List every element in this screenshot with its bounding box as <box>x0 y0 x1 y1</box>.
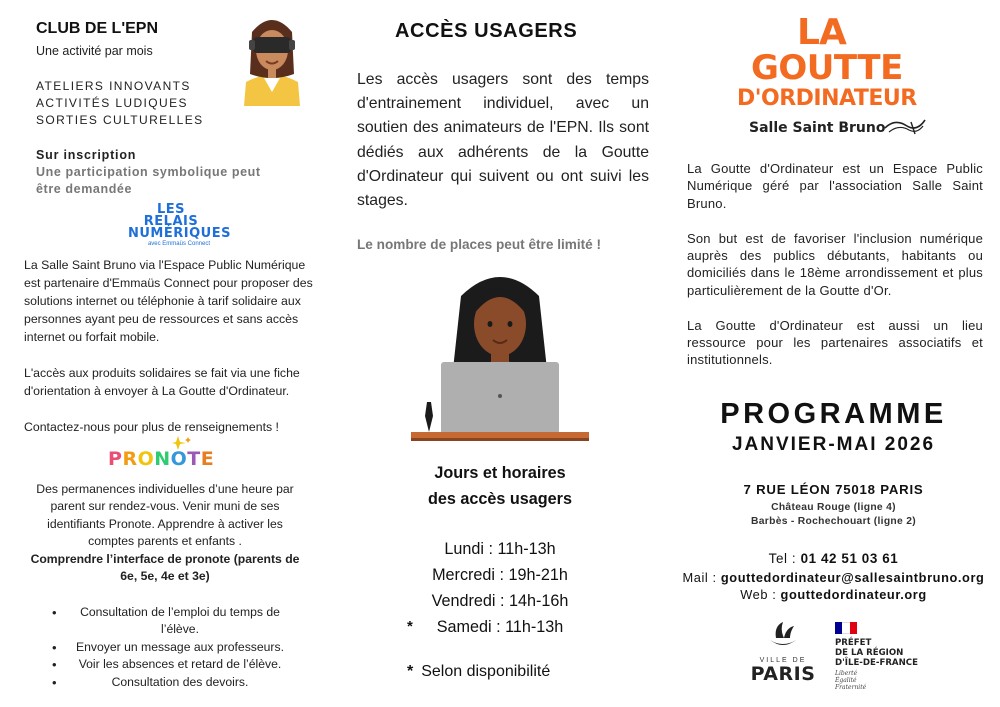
schedule-row-text: Samedi : 11h-13h <box>436 618 564 636</box>
club-title: CLUB DE L'EPN <box>36 20 159 37</box>
address: 7 RUE LÉON 75018 PARIS <box>743 482 924 497</box>
motto-line: Égalité <box>835 677 857 684</box>
relais-numeriques-logo <box>128 202 231 250</box>
pronote-intro: Des permanences individuelles d’une heure par parent sur rendez-vous. Venir muni de ses identifiants Pronote. Apprendre à activer les comptes parents et enfants . <box>36 482 294 549</box>
contact-email <box>667 570 1000 585</box>
pronote-feature-item: • Consultation des devoirs. <box>30 674 300 691</box>
places-limited-note: Le nombre de places peut être limité ! <box>357 237 601 252</box>
paris-ship-icon <box>766 620 800 650</box>
website-link[interactable]: gouttedordinateur.org <box>780 587 927 602</box>
availability-note <box>407 663 550 681</box>
paris-logo-name: PARIS <box>750 663 816 685</box>
pronote-letter: R <box>122 448 138 470</box>
swoosh-icon <box>883 116 927 138</box>
pronote-description <box>30 481 300 585</box>
vr-headset-avatar-illustration <box>240 12 304 106</box>
association-intro-text <box>687 160 983 386</box>
web-label: Web : <box>740 587 781 602</box>
pronote-letter: O <box>137 448 155 470</box>
woman-at-laptop-illustration <box>411 266 589 446</box>
pronote-letter: T <box>187 448 201 470</box>
logo-word-la: LA <box>797 12 846 53</box>
contact-website <box>667 587 1000 602</box>
contact-phone <box>667 551 1000 566</box>
availability-text: Selon disponibilité <box>421 663 551 680</box>
schedule-row: Lundi : 11h-13h <box>444 540 556 558</box>
prefet-line: PRÉFET <box>835 638 872 648</box>
pronote-features-list <box>30 604 300 691</box>
phone-value[interactable]: 01 42 51 03 61 <box>800 551 899 566</box>
ville-de-paris-logo <box>747 620 819 692</box>
left-panel <box>0 0 333 707</box>
schedule-row: Vendredi : 14h-16h <box>431 592 569 610</box>
pronote-logo <box>108 438 218 474</box>
email-link[interactable]: gouttedordinateur@sallesaintbruno.org <box>720 570 985 585</box>
programme-title: PROGRAMME <box>720 398 947 430</box>
club-subtitle: Une activité par mois <box>36 44 153 58</box>
schedule-title-line: des accès usagers <box>428 490 572 508</box>
inscription-note: Une participation symbolique peut être demandée <box>36 165 261 196</box>
schedule-title <box>333 460 667 512</box>
pronote-feature-item: • Voir les absences et retard de l’élève. <box>30 656 300 673</box>
prefet-motto <box>835 670 866 691</box>
asterisk-mark: * <box>407 663 414 680</box>
partner-paragraph: La Salle Saint Bruno via l'Espace Public Numérique est partenaire d'Emmaüs Connect pour proposer des solutions internet ou téléphonie à tarif solidaire aux personnes ayant peu de ressources et sans accès internet ou forfait mobile. <box>24 258 313 344</box>
pronote-letter: O <box>170 448 188 470</box>
french-flag-icon <box>835 622 857 634</box>
club-activity-item: ACTIVITÉS LUDIQUES <box>36 96 188 110</box>
partner-paragraph: L'accès aux produits solidaires se fait via une fiche d'orientation à envoyer à La Goutte d'Ordinateur. <box>24 366 300 398</box>
pronote-letter: N <box>154 448 171 470</box>
intro-paragraph: La Goutte d'Ordinateur est un Espace Public Numérique géré par l'association Salle Saint Bruno. <box>687 161 983 211</box>
pronote-bold-heading: Comprendre l’interface de pronote (parents de 6e, 5e, 4e et 3e) <box>30 551 300 584</box>
prefet-text <box>835 638 918 668</box>
right-panel <box>667 0 1000 707</box>
relais-logo-line: NUMÉRIQUES <box>128 226 231 241</box>
acces-usagers-title: ACCÈS USAGERS <box>395 20 578 42</box>
phone-label: Tel : <box>768 551 801 566</box>
email-label: Mail : <box>682 570 721 585</box>
relais-logo-small: avec Emmaüs Connect <box>147 241 210 247</box>
club-activity-item: SORTIES CULTURELLES <box>36 113 204 127</box>
club-activity-item: ATELIERS INNOVANTS <box>36 79 191 93</box>
logo-word-ordinateur: D'ORDINATEUR <box>737 86 917 111</box>
logo-word-goutte: GOUTTE <box>751 48 903 88</box>
schedule-row-starred <box>333 614 667 640</box>
asterisk-mark: * <box>407 618 413 635</box>
club-activities-list <box>36 78 204 129</box>
middle-panel <box>333 0 667 707</box>
metro-station: Barbès - Rochechouart (ligne 2) <box>751 516 916 527</box>
paris-logo-ville: VILLE DE <box>759 657 807 664</box>
logo-salle-saint-bruno: Salle Saint Bruno <box>749 120 886 136</box>
schedule-row: Mercredi : 19h-21h <box>432 566 568 584</box>
inscription-title: Sur inscription <box>36 148 137 162</box>
intro-paragraph: Son but est de favoriser l'inclusion numérique auprès des publics débutants, habitants ou domiciliés dans le 18ème arrondissement et plus particulièrement de la Goutte d'Or. <box>687 230 983 298</box>
emmaus-partner-text <box>24 256 324 454</box>
programme-period: JANVIER-MAI 2026 <box>731 434 936 455</box>
pronote-feature-item: • Consultation de l’emploi du temps de l’élève. <box>30 604 300 639</box>
prefet-ile-de-france-logo <box>835 622 935 694</box>
partner-paragraph: Contactez-nous pour plus de renseignements ! <box>24 420 279 434</box>
motto-line: Liberté <box>835 670 858 677</box>
pronote-letter: P <box>108 448 123 470</box>
motto-line: Fraternité <box>835 684 867 691</box>
intro-paragraph: La Goutte d'Ordinateur est aussi un lieu ressource pour les partenaires associatifs et institutionnels. <box>687 317 983 368</box>
goutte-ordinateur-logo <box>731 10 951 150</box>
relais-logo-line: LES <box>156 202 186 217</box>
pronote-wordmark <box>108 448 214 470</box>
prefet-line: D'ÎLE-DE-FRANCE <box>835 658 918 668</box>
pronote-letter: E <box>200 448 215 470</box>
schedule-title-line: Jours et horaires <box>434 464 566 482</box>
relais-logo-line: RELAIS <box>143 214 199 229</box>
prefet-line: DE LA RÉGION <box>835 648 904 658</box>
pronote-feature-item: • Envoyer un message aux professeurs. <box>30 639 300 656</box>
acces-usagers-text: Les accès usagers sont des temps d'entrainement individuel, avec un soutien des animateurs de l'EPN. Ils sont dédiés aux adhérents de la Goutte d'Ordinateur qui suivent ou ont suivi les stages. <box>357 71 649 210</box>
metro-station: Château Rouge (ligne 4) <box>771 502 896 513</box>
schedule-list <box>333 536 667 640</box>
